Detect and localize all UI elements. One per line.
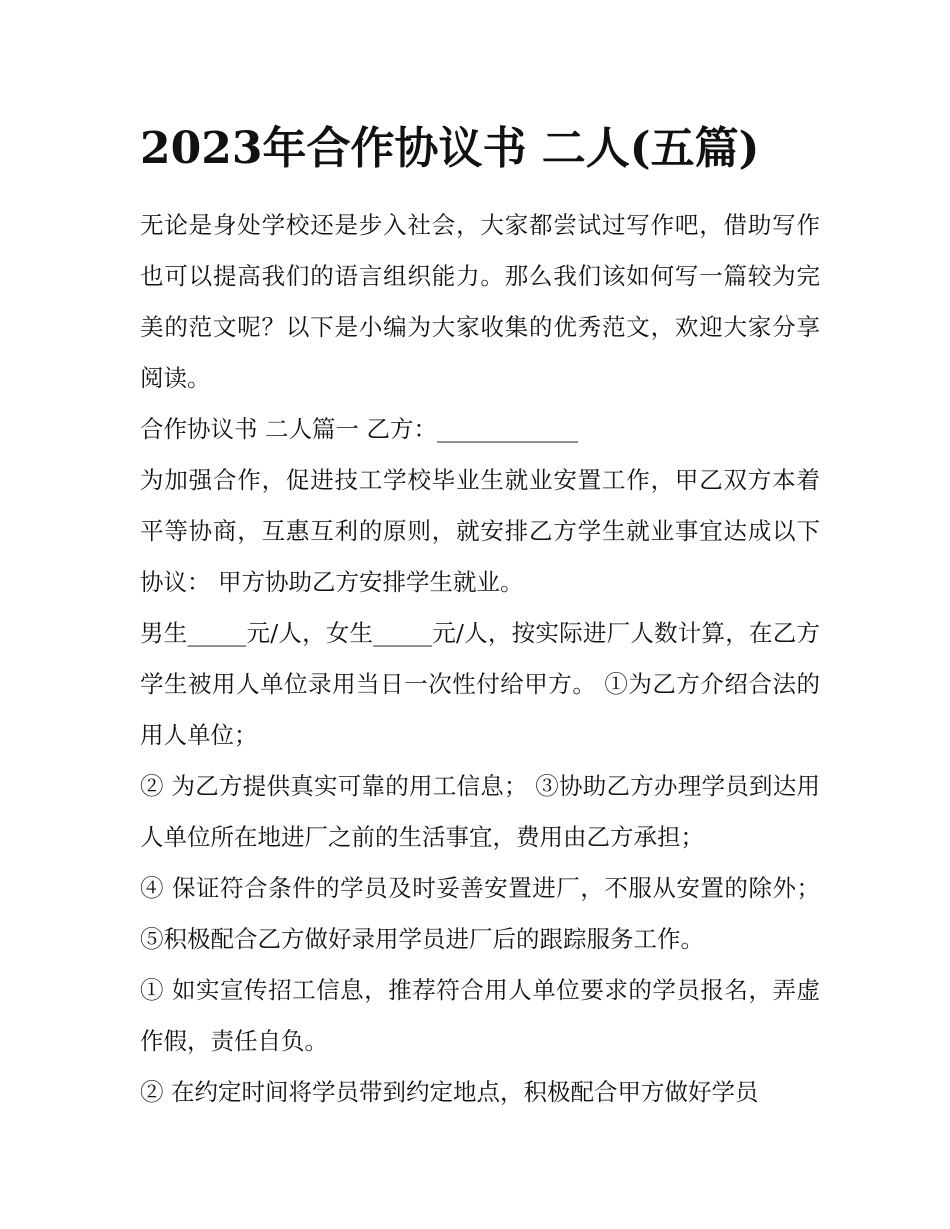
document-title: 2023年合作协议书 二人(五篇) — [140, 123, 760, 174]
fee-paragraph: 男生_____元/人，女生_____元/人，按实际进厂人数计算，在乙方学生被用人单位录用当日一次性付给甲方。 ①为乙方介绍合法的用人单位； — [140, 619, 820, 749]
party-b-duty-2-paragraph: ② 在约定时间将学员带到约定地点，积极配合甲方做好学员 — [140, 1078, 759, 1106]
document-body — [140, 200, 820, 1118]
agreement-purpose-paragraph: 为加强合作，促进技工学校毕业生就业安置工作，甲乙双方本着平等协商，互惠互利的原则，就安排乙方学生就业事宜达成以下协议： 甲方协助乙方安排学生就业。 — [140, 466, 820, 596]
party-a-duties-paragraph: ② 为乙方提供真实可靠的用工信息； ③协助乙方办理学员到达用人单位所在地进厂之前的生活事宜，费用由乙方承担； — [140, 772, 820, 851]
intro-paragraph: 无论是身处学校还是步入社会，大家都尝试过写作吧，借助写作也可以提高我们的语言组织能力。那么我们该如何写一篇较为完美的范文呢？以下是小编为大家收集的优秀范文，欢迎大家分享阅读。 — [140, 211, 820, 392]
party-b-duty-1-paragraph: ① 如实宣传招工信息，推荐符合用人单位要求的学员报名，弄虚作假，责任自负。 — [140, 976, 820, 1055]
section-heading-party-b: 合作协议书 二人篇一 乙方：____________ — [140, 415, 578, 443]
placement-paragraph: ④ 保证符合条件的学员及时妥善安置进厂，不服从安置的除外； ⑤积极配合乙方做好录用学员进厂后的跟踪服务工作。 — [140, 874, 820, 953]
